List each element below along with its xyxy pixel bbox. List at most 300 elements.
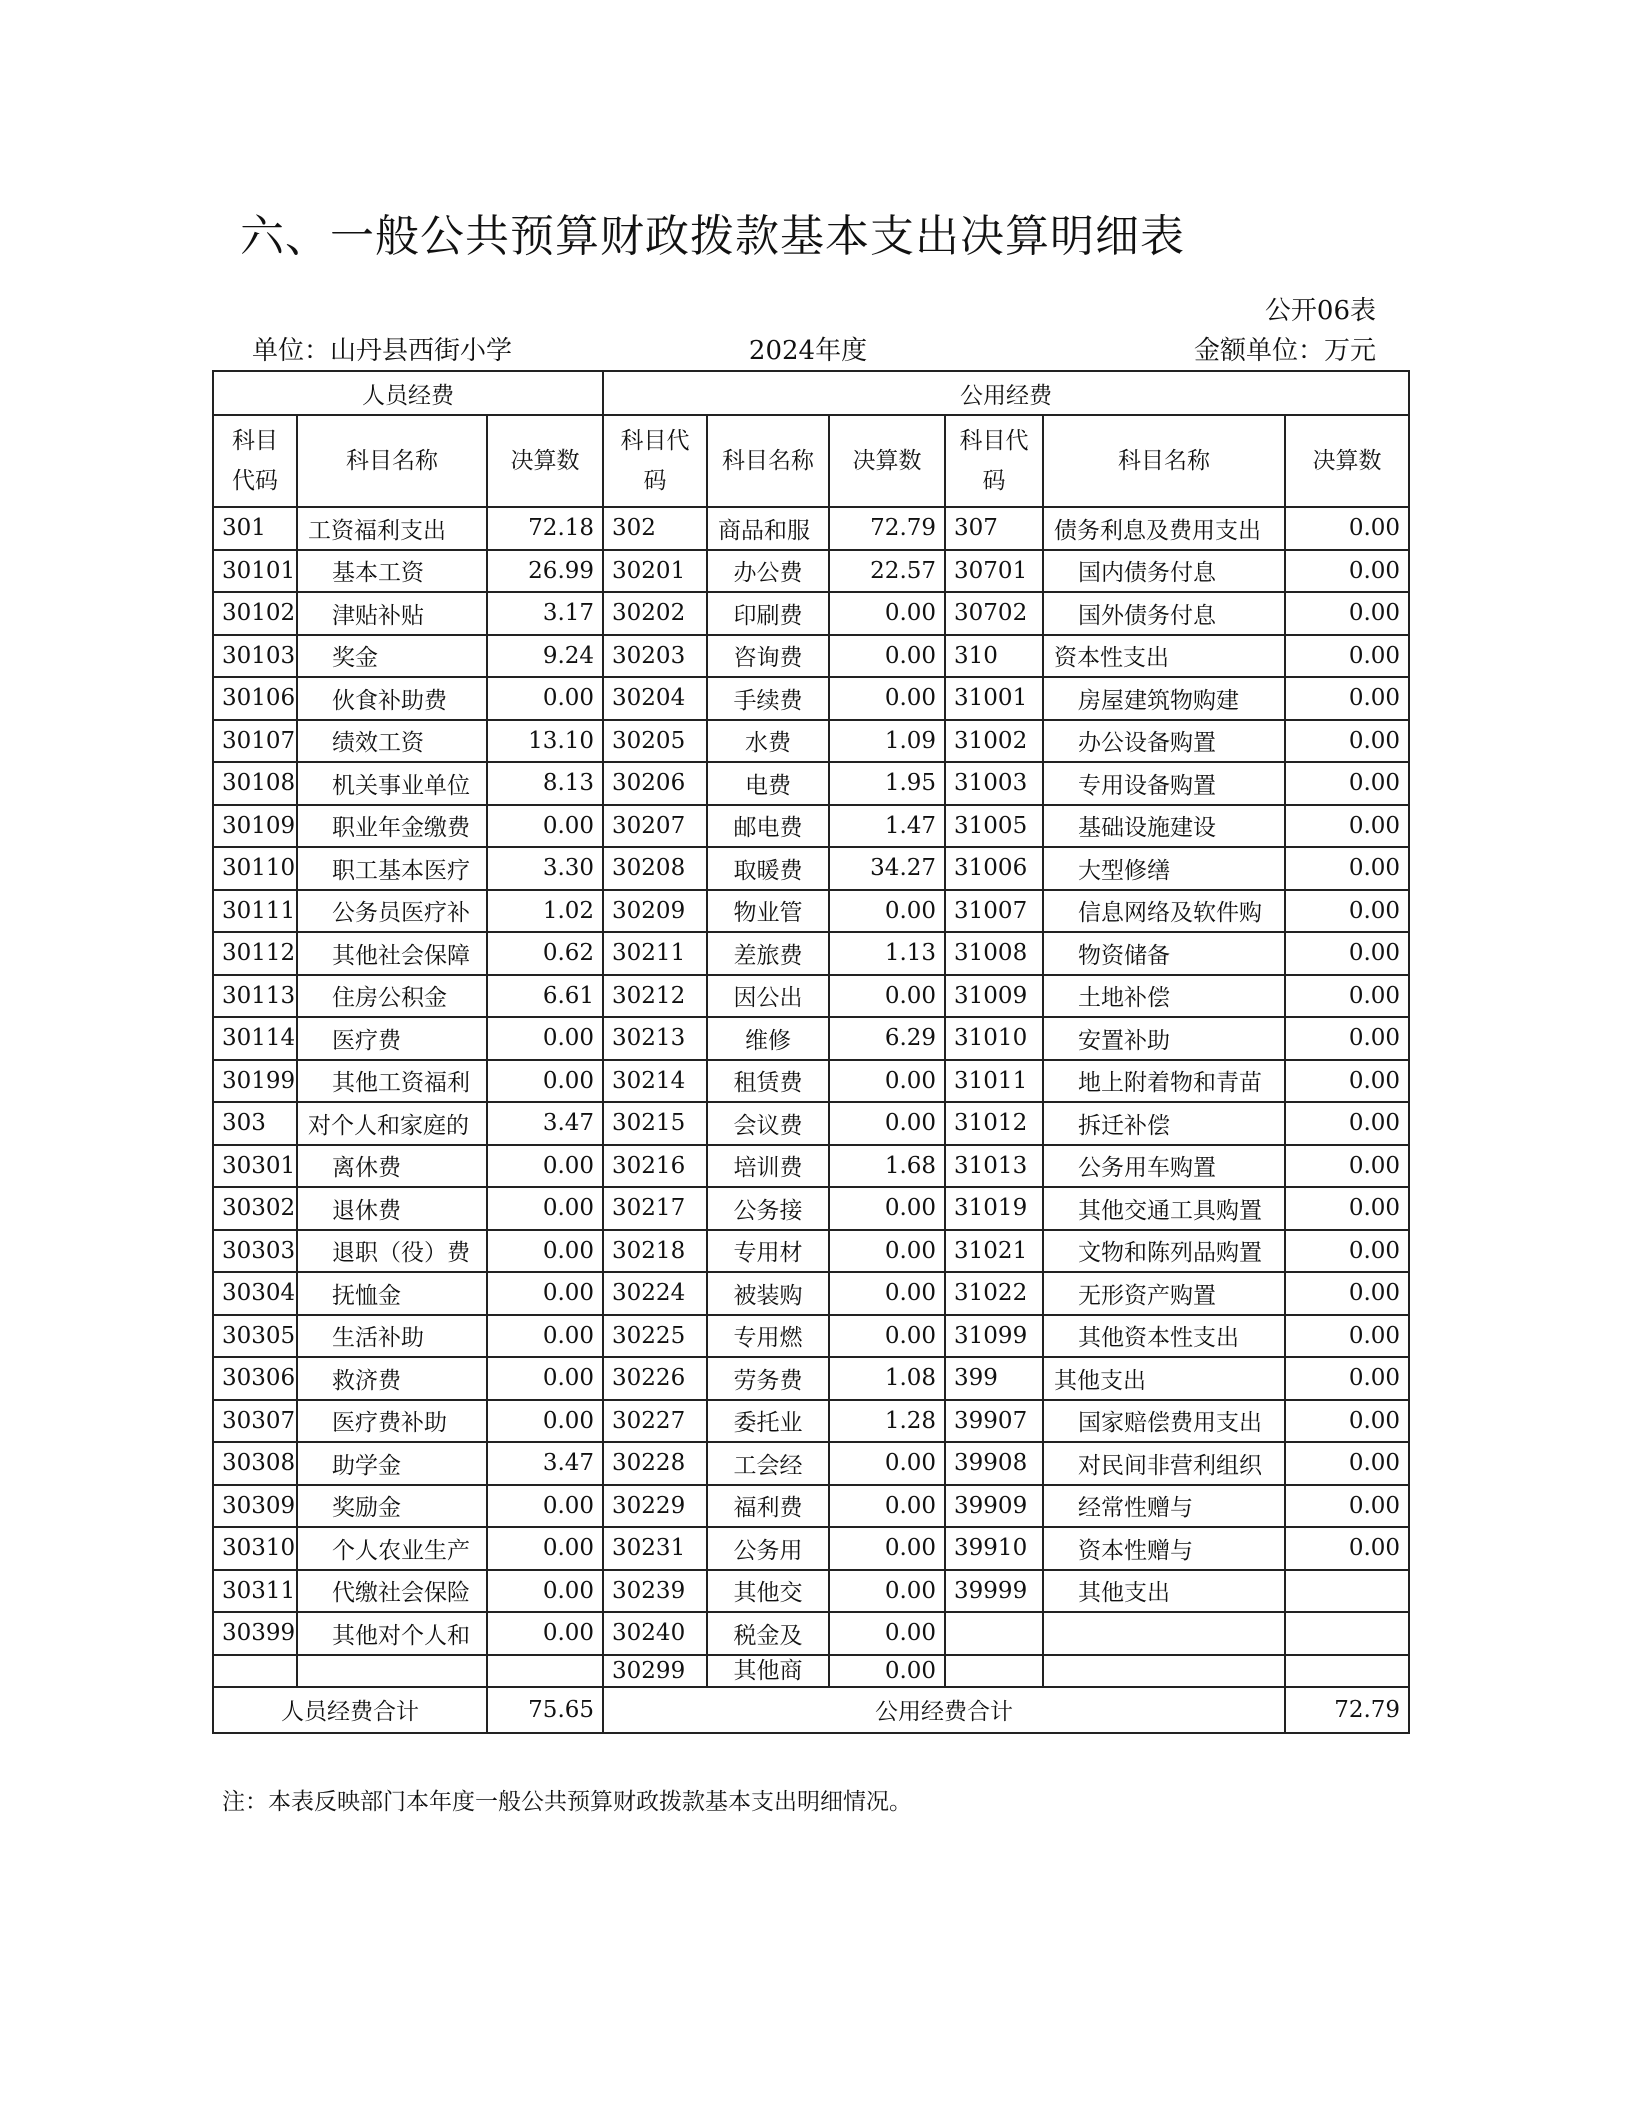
- meta-line: [240, 330, 1376, 366]
- table-row: [213, 1017, 1409, 1060]
- cell-p-amount: 0.00: [487, 1400, 603, 1443]
- cell-p-name: 奖金: [297, 635, 487, 678]
- cell-c-name: 国家赔偿费用支出: [1043, 1400, 1285, 1443]
- cell-c-name: 国内债务付息: [1043, 550, 1285, 593]
- cell-c-code: 307: [945, 507, 1043, 550]
- cell-p-amount: 0.00: [487, 1485, 603, 1528]
- cell-p-amount: 0.00: [487, 1570, 603, 1613]
- cell-c-name: 资本性赠与: [1043, 1527, 1285, 1570]
- cell-g-amount: 0.00: [829, 1187, 945, 1230]
- cell-c-amount: 0.00: [1285, 890, 1409, 933]
- cell-g-name: 办公费: [707, 550, 829, 593]
- cell-g-name: 培训费: [707, 1145, 829, 1188]
- table-row: [213, 762, 1409, 805]
- table-row: [213, 1145, 1409, 1188]
- cell-p-code: 30114: [213, 1017, 297, 1060]
- cell-p-amount: 0.00: [487, 805, 603, 848]
- header-g-code: 科目代码: [603, 415, 707, 507]
- cell-c-name: 债务利息及费用支出: [1043, 507, 1285, 550]
- cell-c-name: 资本性支出: [1043, 635, 1285, 678]
- cell-p-amount: 0.00: [487, 1145, 603, 1188]
- cell-c-name: 其他支出: [1043, 1357, 1285, 1400]
- cell-c-code: 31099: [945, 1315, 1043, 1358]
- cell-g-name: 公务接: [707, 1187, 829, 1230]
- cell-p-code: 30103: [213, 635, 297, 678]
- table-row: [213, 1272, 1409, 1315]
- cell-g-amount: 0.00: [829, 1315, 945, 1358]
- cell-g-amount: 1.13: [829, 932, 945, 975]
- cell-p-name: 抚恤金: [297, 1272, 487, 1315]
- cell-g-code: 30218: [603, 1230, 707, 1273]
- cell-c-code: 31002: [945, 720, 1043, 763]
- cell-p-amount: 26.99: [487, 550, 603, 593]
- cell-c-code: 31012: [945, 1102, 1043, 1145]
- cell-c-amount: 0.00: [1285, 1272, 1409, 1315]
- cell-g-amount: 0.00: [829, 1655, 945, 1687]
- cell-p-amount: 9.24: [487, 635, 603, 678]
- cell-p-code: 30302: [213, 1187, 297, 1230]
- cell-c-amount: 0.00: [1285, 1145, 1409, 1188]
- cell-g-name: 商品和服: [707, 507, 829, 550]
- cell-c-code: 31003: [945, 762, 1043, 805]
- cell-c-code: 31022: [945, 1272, 1043, 1315]
- cell-p-amount: 0.00: [487, 1060, 603, 1103]
- cell-p-code: 30107: [213, 720, 297, 763]
- cell-p-code: 30309: [213, 1485, 297, 1528]
- money-unit-label: 金额单位：万元: [1193, 336, 1376, 366]
- cell-g-code: 30214: [603, 1060, 707, 1103]
- cell-g-amount: 34.27: [829, 847, 945, 890]
- cell-c-code: 39909: [945, 1485, 1043, 1528]
- cell-c-amount: 0.00: [1285, 1485, 1409, 1528]
- cell-p-code: 301: [213, 507, 297, 550]
- cell-p-amount: 0.00: [487, 677, 603, 720]
- table-row: [213, 1527, 1409, 1570]
- cell-g-amount: 0.00: [829, 1060, 945, 1103]
- cell-g-code: 30209: [603, 890, 707, 933]
- cell-p-name: 公务员医疗补: [297, 890, 487, 933]
- cell-c-name: 对民间非营利组织: [1043, 1442, 1285, 1485]
- cell-c-code: 31001: [945, 677, 1043, 720]
- cell-g-amount: 0.00: [829, 677, 945, 720]
- cell-g-name: 电费: [707, 762, 829, 805]
- cell-g-amount: 0.00: [829, 1612, 945, 1655]
- cell-g-name: 会议费: [707, 1102, 829, 1145]
- page-title: 六、一般公共预算财政拨款基本支出决算明细表: [240, 211, 1185, 262]
- cell-p-amount: 0.00: [487, 1230, 603, 1273]
- cell-p-name: 津贴补贴: [297, 592, 487, 635]
- cell-g-code: 30206: [603, 762, 707, 805]
- cell-c-code: 31013: [945, 1145, 1043, 1188]
- table-row: [213, 1357, 1409, 1400]
- cell-p-name: 绩效工资: [297, 720, 487, 763]
- header-c-code: 科目代码: [945, 415, 1043, 507]
- cell-p-name: 其他社会保障: [297, 932, 487, 975]
- cell-c-code: 31006: [945, 847, 1043, 890]
- cell-c-amount: 0.00: [1285, 677, 1409, 720]
- cell-p-code: 30111: [213, 890, 297, 933]
- cell-c-code: 39908: [945, 1442, 1043, 1485]
- table-number: 公开06表: [1264, 296, 1376, 326]
- cell-g-name: 委托业: [707, 1400, 829, 1443]
- cell-g-code: 30229: [603, 1485, 707, 1528]
- cell-g-code: 30231: [603, 1527, 707, 1570]
- cell-g-name: 咨询费: [707, 635, 829, 678]
- cell-p-code: 30199: [213, 1060, 297, 1103]
- cell-g-code: 30207: [603, 805, 707, 848]
- cell-g-name: 租赁费: [707, 1060, 829, 1103]
- cell-g-amount: 1.28: [829, 1400, 945, 1443]
- cell-p-amount: 3.30: [487, 847, 603, 890]
- cell-g-code: 30225: [603, 1315, 707, 1358]
- table-row: [213, 1485, 1409, 1528]
- expenditure-table: [212, 370, 1410, 1734]
- cell-g-name: 差旅费: [707, 932, 829, 975]
- cell-p-code: 30108: [213, 762, 297, 805]
- cell-p-code: 30303: [213, 1230, 297, 1273]
- table-row: [213, 1570, 1409, 1613]
- cell-c-code: 31007: [945, 890, 1043, 933]
- table-row: [213, 1102, 1409, 1145]
- cell-g-amount: 72.79: [829, 507, 945, 550]
- table-row: [213, 1060, 1409, 1103]
- cell-p-code: 30102: [213, 592, 297, 635]
- cell-c-amount: 0.00: [1285, 1017, 1409, 1060]
- cell-p-amount: 0.00: [487, 1357, 603, 1400]
- table-row: [213, 1230, 1409, 1273]
- cell-c-amount: 0.00: [1285, 720, 1409, 763]
- cell-g-name: 被装购: [707, 1272, 829, 1315]
- cell-g-name: 专用材: [707, 1230, 829, 1273]
- cell-g-name: 福利费: [707, 1485, 829, 1528]
- cell-c-amount: 0.00: [1285, 932, 1409, 975]
- cell-g-name: 工会经: [707, 1442, 829, 1485]
- table-row: [213, 635, 1409, 678]
- header-p-code: 科目代码: [213, 415, 297, 507]
- cell-p-name: 医疗费: [297, 1017, 487, 1060]
- personnel-total-label: 人员经费合计: [213, 1687, 487, 1733]
- cell-c-amount: 0.00: [1285, 1102, 1409, 1145]
- cell-p-amount: [487, 1655, 603, 1687]
- cell-p-code: 30109: [213, 805, 297, 848]
- cell-p-amount: 0.00: [487, 1187, 603, 1230]
- cell-c-code: 31008: [945, 932, 1043, 975]
- cell-g-code: 30208: [603, 847, 707, 890]
- cell-c-amount: [1285, 1570, 1409, 1613]
- cell-p-code: 30308: [213, 1442, 297, 1485]
- cell-g-code: 302: [603, 507, 707, 550]
- cell-c-code: 30702: [945, 592, 1043, 635]
- table-row: [213, 677, 1409, 720]
- cell-p-code: 30310: [213, 1527, 297, 1570]
- cell-p-name: 基本工资: [297, 550, 487, 593]
- table-row: [213, 1187, 1409, 1230]
- cell-p-name: 职业年金缴费: [297, 805, 487, 848]
- table-row: [213, 1442, 1409, 1485]
- cell-p-name: 对个人和家庭的: [297, 1102, 487, 1145]
- cell-c-name: 专用设备购置: [1043, 762, 1285, 805]
- cell-g-amount: 0.00: [829, 975, 945, 1018]
- cell-c-code: 39910: [945, 1527, 1043, 1570]
- cell-p-name: 助学金: [297, 1442, 487, 1485]
- cell-g-name: 印刷费: [707, 592, 829, 635]
- cell-c-name: 基础设施建设: [1043, 805, 1285, 848]
- cell-c-amount: 0.00: [1285, 975, 1409, 1018]
- cell-p-name: 伙食补助费: [297, 677, 487, 720]
- cell-g-amount: 1.95: [829, 762, 945, 805]
- cell-p-amount: 1.02: [487, 890, 603, 933]
- cell-p-name: 奖励金: [297, 1485, 487, 1528]
- cell-p-code: 30110: [213, 847, 297, 890]
- cell-c-amount: 0.00: [1285, 1357, 1409, 1400]
- cell-c-code: 39999: [945, 1570, 1043, 1613]
- cell-p-code: 303: [213, 1102, 297, 1145]
- cell-c-amount: 0.00: [1285, 805, 1409, 848]
- cell-c-code: 31010: [945, 1017, 1043, 1060]
- cell-p-amount: 13.10: [487, 720, 603, 763]
- cell-p-name: 救济费: [297, 1357, 487, 1400]
- cell-c-amount: 0.00: [1285, 550, 1409, 593]
- cell-c-name: 安置补助: [1043, 1017, 1285, 1060]
- cell-p-code: 30311: [213, 1570, 297, 1613]
- cell-c-amount: 0.00: [1285, 1187, 1409, 1230]
- cell-c-amount: 0.00: [1285, 1442, 1409, 1485]
- cell-p-amount: 72.18: [487, 507, 603, 550]
- cell-p-amount: 0.62: [487, 932, 603, 975]
- cell-c-name: 无形资产购置: [1043, 1272, 1285, 1315]
- cell-g-amount: 0.00: [829, 635, 945, 678]
- cell-c-code: 31009: [945, 975, 1043, 1018]
- totals-row: [213, 1687, 1409, 1733]
- cell-p-code: 30112: [213, 932, 297, 975]
- cell-p-code: [213, 1655, 297, 1687]
- cell-p-name: 其他对个人和: [297, 1612, 487, 1655]
- cell-g-name: 其他交: [707, 1570, 829, 1613]
- cell-p-name: 退职（役）费: [297, 1230, 487, 1273]
- cell-p-name: 职工基本医疗: [297, 847, 487, 890]
- cell-c-amount: 0.00: [1285, 1315, 1409, 1358]
- cell-g-amount: 0.00: [829, 1272, 945, 1315]
- cell-g-name: 公务用: [707, 1527, 829, 1570]
- section-personnel: 人员经费: [213, 371, 603, 415]
- table-row: [213, 1400, 1409, 1443]
- cell-c-code: 39907: [945, 1400, 1043, 1443]
- section-header-row: [213, 371, 1409, 415]
- cell-p-name: 离休费: [297, 1145, 487, 1188]
- cell-p-code: 30399: [213, 1612, 297, 1655]
- cell-g-code: 30239: [603, 1570, 707, 1613]
- cell-p-amount: 0.00: [487, 1272, 603, 1315]
- cell-g-amount: 0.00: [829, 1230, 945, 1273]
- cell-p-amount: 3.47: [487, 1442, 603, 1485]
- cell-g-code: 30226: [603, 1357, 707, 1400]
- cell-c-amount: 0.00: [1285, 1230, 1409, 1273]
- cell-g-code: 30202: [603, 592, 707, 635]
- cell-g-code: 30216: [603, 1145, 707, 1188]
- cell-c-name: 文物和陈列品购置: [1043, 1230, 1285, 1273]
- cell-p-name: 其他工资福利: [297, 1060, 487, 1103]
- table-row: [213, 975, 1409, 1018]
- cell-g-code: 30201: [603, 550, 707, 593]
- cell-g-code: 30217: [603, 1187, 707, 1230]
- header-p-amount: 决算数: [487, 415, 603, 507]
- cell-p-amount: 3.17: [487, 592, 603, 635]
- section-public: 公用经费: [603, 371, 1409, 415]
- cell-c-name: [1043, 1655, 1285, 1687]
- cell-c-name: 房屋建筑物购建: [1043, 677, 1285, 720]
- cell-g-amount: 1.09: [829, 720, 945, 763]
- cell-g-amount: 0.00: [829, 1442, 945, 1485]
- cell-g-name: 劳务费: [707, 1357, 829, 1400]
- table-row: [213, 1612, 1409, 1655]
- header-p-name: 科目名称: [297, 415, 487, 507]
- cell-g-name: 税金及: [707, 1612, 829, 1655]
- cell-p-name: 生活补助: [297, 1315, 487, 1358]
- cell-g-code: 30213: [603, 1017, 707, 1060]
- cell-g-amount: 6.29: [829, 1017, 945, 1060]
- cell-g-amount: 1.68: [829, 1145, 945, 1188]
- cell-p-amount: 0.00: [487, 1527, 603, 1570]
- cell-p-name: 个人农业生产: [297, 1527, 487, 1570]
- public-total-label: 公用经费合计: [603, 1687, 1285, 1733]
- unit-label: 单位：山丹县西街小学: [252, 336, 513, 366]
- cell-g-code: 30203: [603, 635, 707, 678]
- cell-c-code: 310: [945, 635, 1043, 678]
- cell-g-name: 邮电费: [707, 805, 829, 848]
- header-g-name: 科目名称: [707, 415, 829, 507]
- cell-p-code: 30106: [213, 677, 297, 720]
- cell-p-name: 医疗费补助: [297, 1400, 487, 1443]
- cell-p-amount: 0.00: [487, 1612, 603, 1655]
- cell-g-code: 30215: [603, 1102, 707, 1145]
- cell-p-code: 30113: [213, 975, 297, 1018]
- table-row: [213, 847, 1409, 890]
- cell-c-code: 31021: [945, 1230, 1043, 1273]
- cell-g-code: 30299: [603, 1655, 707, 1687]
- cell-g-code: 30211: [603, 932, 707, 975]
- header-c-amount: 决算数: [1285, 415, 1409, 507]
- cell-c-name: 办公设备购置: [1043, 720, 1285, 763]
- cell-c-name: 信息网络及软件购: [1043, 890, 1285, 933]
- cell-g-amount: 0.00: [829, 890, 945, 933]
- cell-c-name: 国外债务付息: [1043, 592, 1285, 635]
- public-total-value: 72.79: [1285, 1687, 1409, 1733]
- cell-c-code: 30701: [945, 550, 1043, 593]
- cell-g-amount: 1.08: [829, 1357, 945, 1400]
- year-label: 2024年度: [748, 336, 868, 366]
- cell-g-amount: 0.00: [829, 1570, 945, 1613]
- cell-g-code: 30212: [603, 975, 707, 1018]
- cell-c-name: 土地补偿: [1043, 975, 1285, 1018]
- cell-c-amount: 0.00: [1285, 1060, 1409, 1103]
- cell-g-name: 手续费: [707, 677, 829, 720]
- cell-c-code: [945, 1612, 1043, 1655]
- cell-g-name: 水费: [707, 720, 829, 763]
- table-row: [213, 507, 1409, 550]
- table-row: [213, 932, 1409, 975]
- cell-c-name: 公务用车购置: [1043, 1145, 1285, 1188]
- table-row: [213, 890, 1409, 933]
- cell-g-amount: 0.00: [829, 1527, 945, 1570]
- header-g-amount: 决算数: [829, 415, 945, 507]
- cell-c-amount: [1285, 1655, 1409, 1687]
- cell-c-amount: 0.00: [1285, 635, 1409, 678]
- cell-c-name: 大型修缮: [1043, 847, 1285, 890]
- header-c-name: 科目名称: [1043, 415, 1285, 507]
- cell-g-amount: 1.47: [829, 805, 945, 848]
- column-header-row: [213, 415, 1409, 507]
- cell-c-amount: 0.00: [1285, 592, 1409, 635]
- cell-g-amount: 0.00: [829, 592, 945, 635]
- cell-c-code: 31019: [945, 1187, 1043, 1230]
- cell-c-name: 物资储备: [1043, 932, 1285, 975]
- cell-p-amount: 6.61: [487, 975, 603, 1018]
- cell-g-name: 其他商: [707, 1655, 829, 1687]
- cell-p-code: 30307: [213, 1400, 297, 1443]
- cell-p-name: 工资福利支出: [297, 507, 487, 550]
- cell-p-code: 30305: [213, 1315, 297, 1358]
- cell-p-name: 机关事业单位: [297, 762, 487, 805]
- cell-c-amount: [1285, 1612, 1409, 1655]
- cell-p-code: 30304: [213, 1272, 297, 1315]
- cell-g-name: 因公出: [707, 975, 829, 1018]
- cell-g-name: 专用燃: [707, 1315, 829, 1358]
- cell-p-name: [297, 1655, 487, 1687]
- table-row: [213, 805, 1409, 848]
- cell-c-code: 399: [945, 1357, 1043, 1400]
- cell-c-code: [945, 1655, 1043, 1687]
- cell-g-amount: 22.57: [829, 550, 945, 593]
- cell-c-name: 其他交通工具购置: [1043, 1187, 1285, 1230]
- table-row: [213, 1655, 1409, 1687]
- cell-g-name: 维修: [707, 1017, 829, 1060]
- cell-c-amount: 0.00: [1285, 1527, 1409, 1570]
- cell-p-name: 退休费: [297, 1187, 487, 1230]
- cell-g-code: 30240: [603, 1612, 707, 1655]
- table-row: [213, 550, 1409, 593]
- cell-g-name: 取暖费: [707, 847, 829, 890]
- cell-c-amount: 0.00: [1285, 1400, 1409, 1443]
- cell-p-name: 住房公积金: [297, 975, 487, 1018]
- cell-c-name: 经常性赠与: [1043, 1485, 1285, 1528]
- cell-g-code: 30227: [603, 1400, 707, 1443]
- cell-c-name: [1043, 1612, 1285, 1655]
- cell-c-name: 地上附着物和青苗: [1043, 1060, 1285, 1103]
- cell-c-code: 31005: [945, 805, 1043, 848]
- personnel-total-value: 75.65: [487, 1687, 603, 1733]
- cell-c-name: 拆迁补偿: [1043, 1102, 1285, 1145]
- cell-p-code: 30306: [213, 1357, 297, 1400]
- cell-c-amount: 0.00: [1285, 762, 1409, 805]
- cell-c-name: 其他资本性支出: [1043, 1315, 1285, 1358]
- table-row: [213, 1315, 1409, 1358]
- cell-p-amount: 0.00: [487, 1315, 603, 1358]
- cell-p-amount: 8.13: [487, 762, 603, 805]
- table-row: [213, 720, 1409, 763]
- cell-g-amount: 0.00: [829, 1485, 945, 1528]
- cell-g-code: 30224: [603, 1272, 707, 1315]
- cell-g-code: 30205: [603, 720, 707, 763]
- cell-c-name: 其他支出: [1043, 1570, 1285, 1613]
- cell-g-amount: 0.00: [829, 1102, 945, 1145]
- table-row: [213, 592, 1409, 635]
- cell-g-code: 30228: [603, 1442, 707, 1485]
- cell-p-code: 30301: [213, 1145, 297, 1188]
- cell-g-code: 30204: [603, 677, 707, 720]
- cell-c-amount: 0.00: [1285, 847, 1409, 890]
- cell-p-amount: 3.47: [487, 1102, 603, 1145]
- cell-g-name: 物业管: [707, 890, 829, 933]
